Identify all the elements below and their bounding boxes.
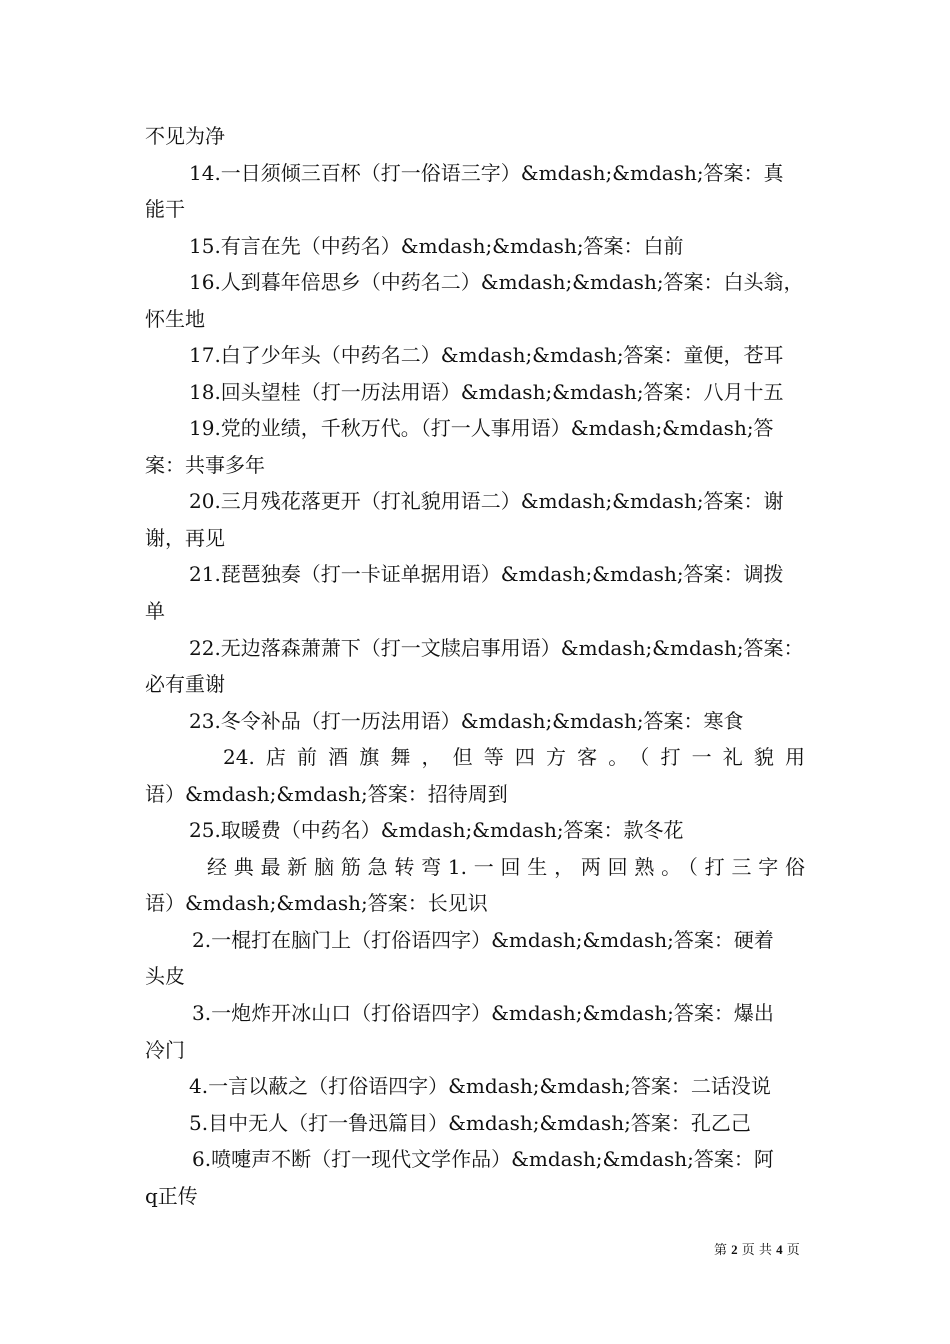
- text-line: 22.无边落森萧萧下（打一文牍启事用语）&mdash;&mdash;答案：: [189, 636, 804, 660]
- text-line: 23.冬令补品（打一历法用语）&mdash;&mdash;答案：寒食: [189, 709, 744, 733]
- text-line: 能干: [145, 197, 185, 221]
- text-line: 25.取暖费（中药名）&mdash;&mdash;答案：款冬花: [189, 818, 684, 842]
- current-page-number: 2: [731, 1242, 738, 1257]
- text-line: 谢，再见: [145, 526, 225, 550]
- text-line: 17.白了少年头（中药名二）&mdash;&mdash;答案：童便，苍耳: [189, 343, 784, 367]
- text-line: 头皮: [145, 964, 185, 988]
- text-line: 18.回头望桂（打一历法用语）&mdash;&mdash;答案：八月十五: [189, 380, 784, 404]
- footer-suffix: 页: [786, 1243, 800, 1258]
- text-line: q正传: [145, 1184, 198, 1208]
- total-page-count: 4: [776, 1242, 783, 1257]
- text-line: 21.琵琶独奏（打一卡证单据用语）&mdash;&mdash;答案：调拨: [189, 562, 784, 586]
- text-line: 案：共事多年: [145, 453, 265, 477]
- text-line: 5.目中无人（打一鲁迅篇目）&mdash;&mdash;答案：孔乙己: [189, 1111, 751, 1135]
- page-number-footer: [714, 1241, 800, 1260]
- text-line: 语）&mdash;&mdash;答案：招待周到: [145, 782, 508, 806]
- footer-middle: 页 共: [741, 1243, 772, 1258]
- text-line: 24.店前酒旗舞，但等四方客。（打一礼貌用: [223, 745, 805, 769]
- text-line: 经典最新脑筋急转弯1.一回生，两回熟。（打三字俗: [207, 855, 805, 879]
- text-line: 怀生地: [145, 307, 205, 331]
- text-line: 19.党的业绩，千秋万代。（打一人事用语）&mdash;&mdash;答: [189, 416, 774, 440]
- text-line: 20.三月残花落更开（打礼貌用语二）&mdash;&mdash;答案：谢: [189, 489, 784, 513]
- text-line: 必有重谢: [145, 672, 225, 696]
- text-line: 语）&mdash;&mdash;答案：长见识: [145, 891, 488, 915]
- text-line: 16.人到暮年倍思乡（中药名二）&mdash;&mdash;答案：白头翁，: [189, 270, 804, 294]
- text-line: 冷门: [145, 1038, 185, 1062]
- text-line: 不见为净: [145, 124, 225, 148]
- text-line: 6.喷嚏声不断（打一现代文学作品）&mdash;&mdash;答案：阿: [192, 1147, 774, 1171]
- text-line: 3.一炮炸开冰山口（打俗语四字）&mdash;&mdash;答案：爆出: [192, 1001, 774, 1025]
- footer-prefix: 第: [714, 1243, 728, 1258]
- text-line: 2.一棍打在脑门上（打俗语四字）&mdash;&mdash;答案：硬着: [192, 928, 774, 952]
- text-line: 4.一言以蔽之（打俗语四字）&mdash;&mdash;答案：二话没说: [189, 1074, 771, 1098]
- text-line: 14.一日须倾三百杯（打一俗语三字）&mdash;&mdash;答案：真: [189, 161, 784, 185]
- text-line: 15.有言在先（中药名）&mdash;&mdash;答案：白前: [189, 234, 684, 258]
- text-line: 单: [145, 599, 165, 623]
